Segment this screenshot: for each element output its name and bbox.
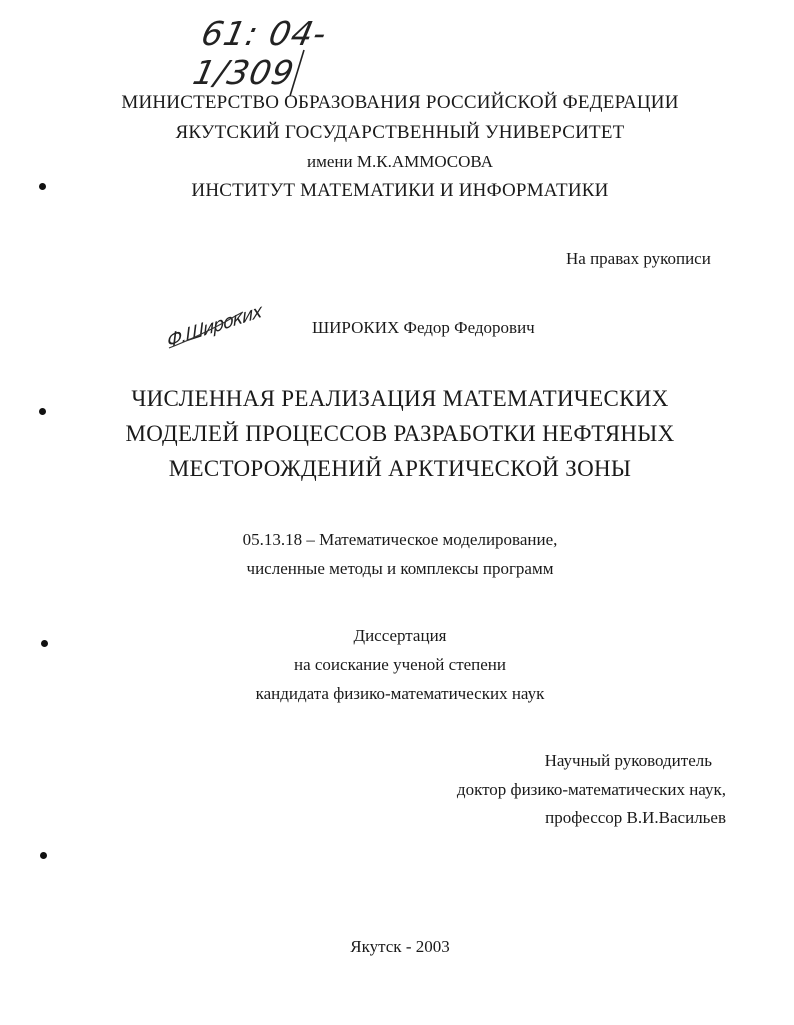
degree-line-3: кандидата физико-математических наук [255,684,545,703]
binding-hole-mark [40,852,47,859]
university-named-after: имени М.К.АММОСОВА [307,152,493,171]
signature-text: Ф.Широких [166,300,262,353]
handwritten-number-text: 61: 04-1/309 [189,14,331,92]
binding-hole-mark [39,183,46,190]
degree-line-2: на соискание ученой степени [293,655,507,674]
specialty-line-1: 05.13.18 – Математическое моделирование, [242,530,558,549]
dissertation-title-line-3: МЕСТОРОЖДЕНИЙ АРКТИЧЕСКОЙ ЗОНЫ [168,456,632,481]
specialty-line-2: численные методы и комплексы программ [246,559,554,578]
dissertation-title-line-2: МОДЕЛЕЙ ПРОЦЕССОВ РАЗРАБОТКИ НЕФТЯНЫХ [125,421,675,446]
author-signature [165,300,262,360]
signature-stroke-icon [165,308,255,360]
city-and-year: Якутск - 2003 [350,937,450,956]
supervisor-line-1: Научный руководитель [544,751,712,770]
manuscript-rights-note: На правах рукописи [566,249,711,268]
author-name: ШИРОКИХ Федор Федорович [312,318,535,337]
ministry-heading: МИНИСТЕРСТВО ОБРАЗОВАНИЯ РОССИЙСКОЙ ФЕДЕРАЦИИ [121,92,679,113]
binding-hole-mark [39,408,46,415]
university-heading: ЯКУТСКИЙ ГОСУДАРСТВЕННЫЙ УНИВЕРСИТЕТ [175,122,625,143]
dissertation-title-line-1: ЧИСЛЕННАЯ РЕАЛИЗАЦИЯ МАТЕМАТИЧЕСКИХ [131,386,669,411]
degree-line-1: Диссертация [353,626,447,645]
binding-hole-mark [41,640,48,647]
handwritten-catalog-number [189,8,392,98]
supervisor-line-2: доктор физико-математических наук, [456,780,726,799]
handwritten-stroke-icon [192,8,392,98]
institute-heading: ИНСТИТУТ МАТЕМАТИКИ И ИНФОРМАТИКИ [191,180,609,201]
supervisor-line-3: профессор В.И.Васильев [545,808,726,827]
